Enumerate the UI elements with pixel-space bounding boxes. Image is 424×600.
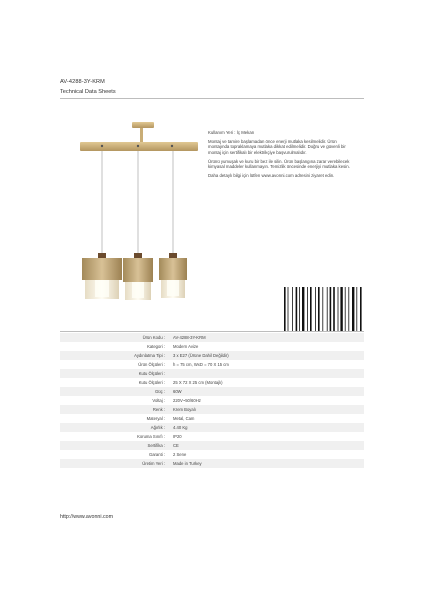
spec-key: Üretim Yeri :	[142, 461, 165, 466]
usage-info-block	[208, 130, 358, 182]
spec-key: Güç :	[154, 389, 165, 394]
spec-row	[60, 396, 364, 405]
usage-location: Kullanım Yeri : İç Mekan	[208, 130, 255, 135]
spec-value: IP20	[173, 434, 182, 439]
spec-value: 2 Sene	[173, 452, 187, 457]
spec-row	[60, 432, 364, 441]
spec-value: Metal, Cam	[173, 416, 195, 421]
suspension-rod	[140, 128, 143, 143]
spec-key: Kutu Ölçüleri :	[138, 380, 165, 385]
spec-key: Ürün Ölçüleri :	[138, 362, 165, 367]
spec-row	[60, 342, 364, 351]
spec-key: Aydınlatma Tipi :	[134, 353, 165, 358]
spec-row	[60, 369, 364, 378]
spec-row	[60, 333, 364, 342]
lamp-shade-3	[159, 253, 187, 298]
spec-value: 220V~50/60Hz	[173, 398, 201, 403]
spec-row	[60, 459, 364, 468]
cleaning-note: Ürünü yumuşak ve kuru bir bez ile silin. Ürün başlangına zarar verebilecek kimyasal maddeler kullanmayın. Temizlik öncesinde enerjiyi mutlaka kesin.	[208, 158, 350, 170]
installation-note: Montaj ve tamire başlamadan önce enerji mutlaka kesilmelidir. Ürün montajında topraklamaya mutlaka dikkat edilmelidir. Doğru ve güvenli bir montaj için sertifikalı bir elektrikçiye başvurulmalıdır.	[208, 139, 346, 155]
spec-value: Made in Turkey	[173, 461, 202, 466]
pendant-lamp-image	[78, 122, 208, 317]
spec-key: Renk :	[152, 407, 165, 412]
spec-row	[60, 450, 364, 459]
spec-key: Ürün Kodu :	[142, 335, 165, 340]
spec-value: 25 X 72 X 25 cm (Montajlı)	[173, 380, 223, 385]
website-note: Daha detaylı bilgi için lütfen www.avonni.com adresini ziyaret edin.	[208, 173, 335, 179]
spec-value: 60W	[173, 389, 182, 394]
header-divider	[60, 98, 364, 99]
spec-key: Kutu Ölçüleri :	[138, 371, 165, 376]
barcode-bars	[283, 287, 365, 331]
spec-value: AV-4288-3Y-KRM	[173, 335, 206, 340]
spec-row	[60, 405, 364, 414]
spec-value: 3 x E27 (Ürüne Dahil Değildir)	[173, 353, 229, 358]
spec-row	[60, 378, 364, 387]
spec-key: Voltaj :	[152, 398, 165, 403]
spec-value: Krem Boyalı	[173, 407, 196, 412]
spec-value: Modern Avize	[173, 344, 199, 349]
spec-key: Garanti :	[148, 452, 165, 457]
ceiling-canopy	[132, 122, 154, 128]
spec-key: Koruma Sınıfı :	[137, 434, 165, 439]
spec-key: Kategori :	[147, 344, 165, 349]
spec-row	[60, 441, 364, 450]
document-subtitle: Technical Data Sheets	[60, 89, 116, 95]
spec-row	[60, 414, 364, 423]
spec-row	[60, 423, 364, 432]
spec-key: Ağırlık :	[150, 425, 165, 430]
lamp-shade-1	[82, 253, 122, 299]
spec-row	[60, 360, 364, 369]
spec-row	[60, 387, 364, 396]
specs-divider-top	[60, 331, 364, 332]
website-url[interactable]: http://www.avonni.com	[60, 514, 113, 520]
product-code: AV-4288-3Y-KRM	[60, 79, 105, 85]
spec-value: h = 75 cm, WxD = 70 X 15 cm	[173, 362, 229, 367]
specs-table	[60, 333, 364, 468]
spec-key: Sertifika :	[147, 443, 165, 448]
lamp-shade-2	[123, 253, 153, 300]
spec-value: 4.40 Kg	[173, 425, 188, 430]
spec-key: Materyal :	[146, 416, 165, 421]
spec-row	[60, 351, 364, 360]
spec-value: CE	[173, 443, 179, 448]
